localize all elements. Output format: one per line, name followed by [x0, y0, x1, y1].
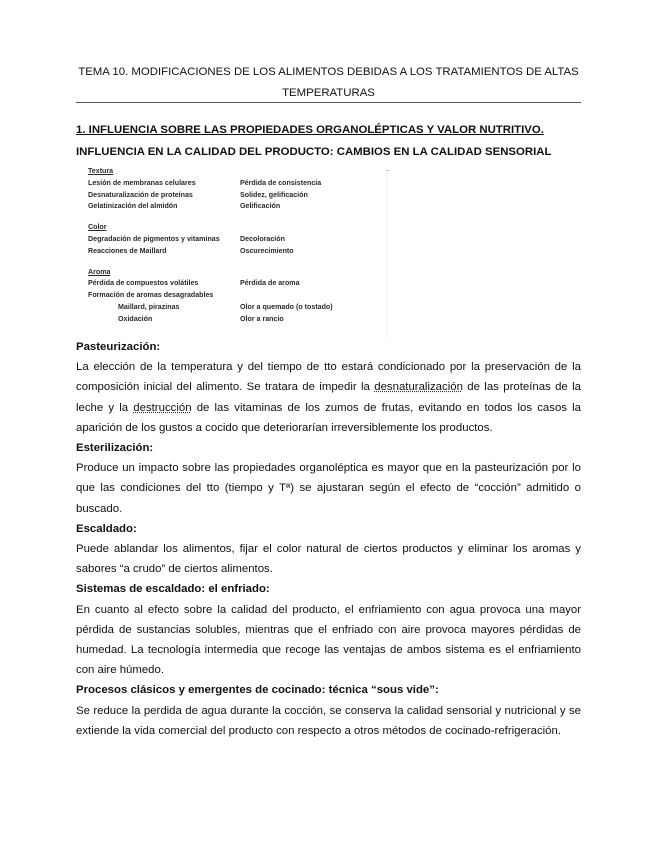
title-divider: [76, 102, 581, 103]
esterilizacion-paragraph: Produce un impacto sobre las propiedades organoléptica es mayor que en la pasteurización por lo que las condiciones del tto (tiempo y Tª) se ajustaran según el efecto de “cocción” admitido o buscado.: [76, 462, 581, 515]
table-row: [88, 302, 388, 314]
table-row: [88, 190, 388, 202]
cause-cell: Pérdida de compuestos volátiles: [88, 279, 199, 288]
effect-cell: Gelificación: [240, 202, 281, 211]
cause-cell: Reacciones de Maillard: [88, 246, 167, 255]
cause-cell: Oxidación: [118, 314, 153, 323]
table-row: [88, 290, 388, 302]
table-row: [88, 278, 388, 290]
sousvide-heading: Procesos clásicos y emergentes de cocinado: técnica “sous vide”:: [76, 684, 439, 697]
escaldado-paragraph: Puede ablandar los alimentos, fijar el color natural de ciertos productos y eliminar los aromas y sabores “a crudo” de ciertos alimentos.: [76, 543, 581, 576]
effect-cell: Solidez, gelificación: [240, 190, 308, 199]
section-heading-2: INFLUENCIA EN LA CALIDAD DEL PRODUCTO: CAMBIOS EN LA CALIDAD SENSORIAL: [76, 146, 552, 158]
escaldado-heading: Escaldado:: [76, 522, 137, 535]
group-textura: [88, 166, 388, 213]
group-aroma: [88, 267, 388, 326]
table-row: [88, 314, 388, 326]
effect-cell: [240, 290, 388, 302]
group-color: [88, 222, 388, 257]
underlined-term: desnaturalización: [374, 381, 463, 394]
effect-cell: Pérdida de consistencia: [240, 178, 322, 187]
cause-cell: Lesión de membranas celulares: [88, 178, 196, 187]
table-row: [88, 234, 388, 246]
cause-cell: Gelatinización del almidón: [88, 202, 178, 211]
pasteurizacion-paragraph: [76, 357, 581, 438]
cause-cell: Maillard, pirazinas: [118, 302, 180, 311]
paragraph-text: La elección de la temperatura y del tiempo de tto estará condicionado por la preservación de la composición inicial del alimento. Se tratara de impedir la: [76, 361, 581, 394]
table-row: [88, 246, 388, 258]
table-row: [88, 201, 388, 213]
effect-cell: Oscurecimiento: [240, 246, 294, 255]
effect-cell: Olor a quemado (o tostado): [240, 302, 333, 311]
effect-cell: Pérdida de aroma: [240, 279, 300, 288]
group-label: Textura: [88, 167, 114, 175]
section-heading-1: 1. INFLUENCIA SOBRE LAS PROPIEDADES ORGANOLÉPTICAS Y VALOR NUTRITIVO.: [76, 124, 544, 136]
underlined-term: destrucción: [133, 401, 192, 414]
cause-cell: Desnaturalización de proteínas: [88, 190, 193, 199]
group-label: Color: [88, 223, 107, 232]
cause-cell: Degradación de pigmentos y vitaminas: [88, 234, 220, 243]
enfriado-heading: Sistemas de escaldado: el enfriado:: [76, 583, 270, 596]
group-label: Aroma: [88, 267, 111, 276]
sensory-changes-table: [88, 166, 388, 335]
effect-cell: Decoloración: [240, 234, 285, 243]
esterilizacion-heading: Esterilización:: [76, 442, 154, 455]
effect-cell: Olor a rancio: [240, 314, 284, 323]
document-title: TEMA 10. MODIFICACIONES DE LOS ALIMENTOS DEBIDAS A LOS TRATAMIENTOS DE ALTAS TEMPERATURAS: [78, 66, 579, 99]
paragraph-text: de las proteínas de la leche y la: [76, 381, 581, 414]
sousvide-paragraph: Se reduce la perdida de agua durante la cocción, se conserva la calidad sensorial y nutricional y se extiende la vida comercial del producto con respecto a otros métodos de cocinado-refrigeración.: [76, 704, 581, 737]
document-body: [76, 337, 581, 741]
paragraph-text: de las vitaminas de los zumos de frutas, evitando en todos los casos la aparición de los gustos a cocido que deteriorarían irreversiblemente los productos.: [76, 401, 581, 434]
cause-cell: Formación de aromas desagradables: [88, 291, 214, 300]
enfriado-paragraph: En cuanto al efecto sobre la calidad del producto, el enfriamiento con agua provoca una mayor pérdida de sustancias solubles, mientras que el enfriado con aire provoca mayores pérdidas de humedad. La tecnología intermedia que recoge las ventajas de ambos sistema es el enfriamiento con aire húmedo.: [76, 603, 581, 677]
table-row: [88, 178, 388, 190]
pasteurizacion-heading: Pasteurización:: [76, 341, 161, 353]
